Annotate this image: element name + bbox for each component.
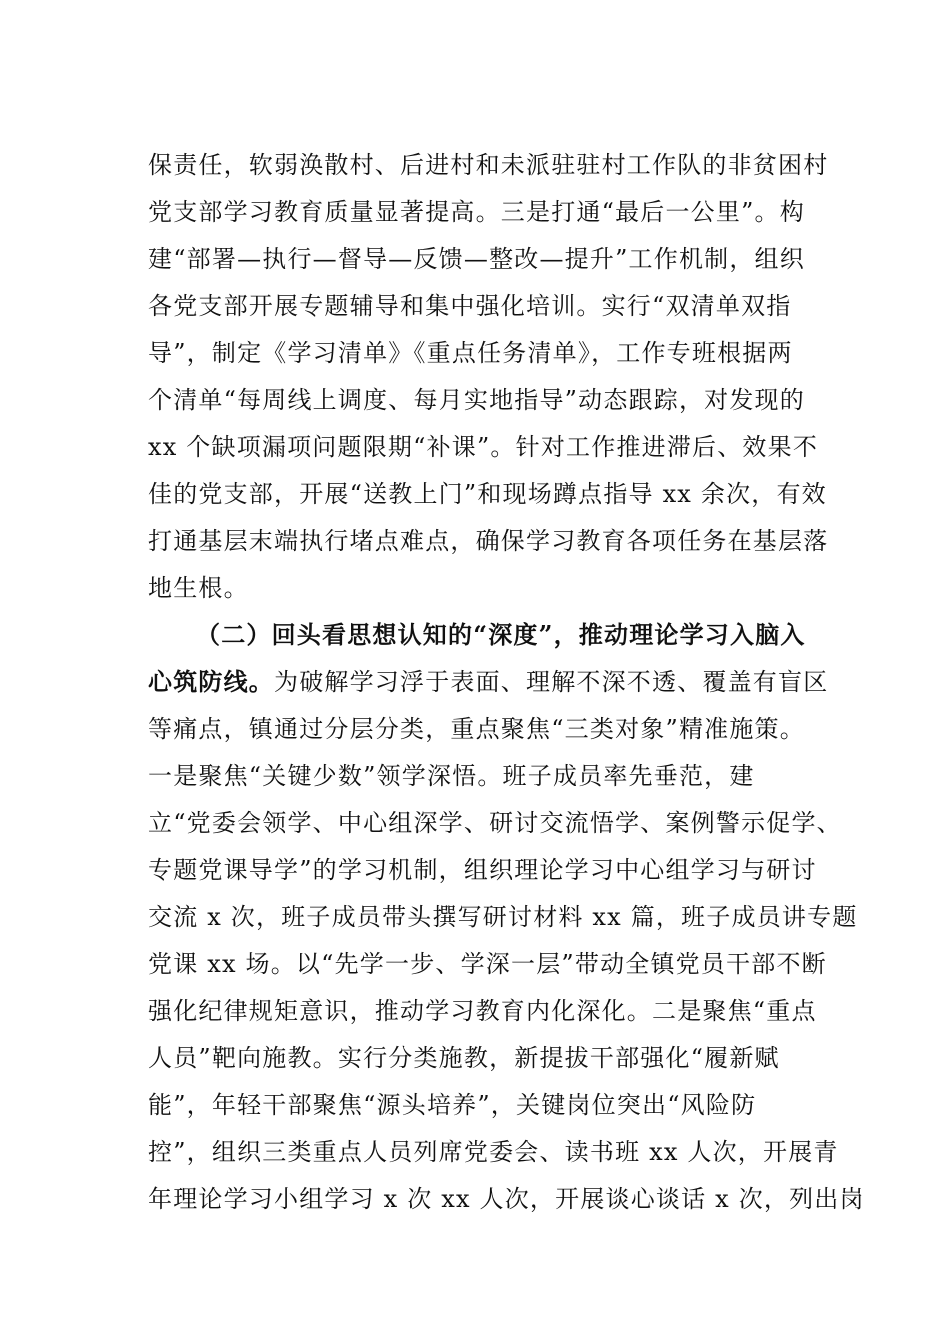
paragraph-start: 为破解学习浮于表面、理解不深不透、覆盖有盲区	[274, 668, 829, 696]
text-line: 建“部署—执行—督导—反馈—整改—提升”工作机制，组织	[148, 245, 805, 273]
text-line: 等痛点，镇通过分层分类，重点聚焦“三类对象”精准施策。	[148, 715, 805, 743]
text-line: 党支部学习教育质量显著提高。三是打通“最后一公里”。构	[148, 198, 805, 226]
text-line: 年理论学习小组学习 x 次 xx 人次，开展谈心谈话 x 次，列出岗	[148, 1185, 865, 1213]
text-line: 导”，制定《学习清单》《重点任务清单》，工作专班根据两	[148, 339, 793, 367]
text-line: 党课 xx 场。以“先学一步、学深一层”带动全镇党员干部不断	[148, 950, 827, 978]
text-line: 能”，年轻干部聚焦“源头培养”，关键岗位突出“风险防	[148, 1091, 757, 1119]
text-line: 保责任，软弱涣散村、后进村和未派驻驻村工作队的非贫困村	[148, 151, 829, 179]
text-line: 强化纪律规矩意识，推动学习教育内化深化。二是聚焦“重点	[148, 997, 817, 1025]
text-line: 各党支部开展专题辅导和集中强化培训。实行“双清单双指	[148, 292, 792, 320]
text-line: 佳的党支部，开展“送教上门”和现场蹲点指导 xx 余次，有效	[148, 480, 827, 508]
text-line: 个清单“每周线上调度、每月实地指导”动态跟踪，对发现的	[148, 386, 805, 414]
text-line: xx 个缺项漏项问题限期“补课”。针对工作推进滞后、效果不	[148, 433, 819, 461]
text-line: 人员”靶向施教。实行分类施教，新提拔干部强化“履新赋	[148, 1044, 780, 1072]
section-heading-continuation: 心筑防线。	[148, 667, 274, 696]
text-line	[148, 660, 848, 704]
text-line: 立“党委会领学、中心组深学、研讨交流悟学、案例警示促学、	[148, 809, 842, 837]
text-line: 专题党课导学”的学习机制，组织理论学习中心组学习与研讨	[148, 856, 817, 884]
text-line: 打通基层末端执行堵点难点，确保学习教育各项任务在基层落	[148, 527, 829, 555]
text-line: 一是聚焦“关键少数”领学深悟。班子成员率先垂范，建	[148, 762, 755, 790]
text-line: 控”，组织三类重点人员列席党委会、读书班 xx 人次，开展青	[148, 1138, 839, 1166]
section-heading-line: （二）回头看思想认知的“深度”，推动理论学习入脑入	[196, 620, 806, 649]
text-line: 交流 x 次，班子成员带头撰写研讨材料 xx 篇，班子成员讲专题	[148, 903, 858, 931]
text-line: 地生根。	[148, 574, 249, 602]
